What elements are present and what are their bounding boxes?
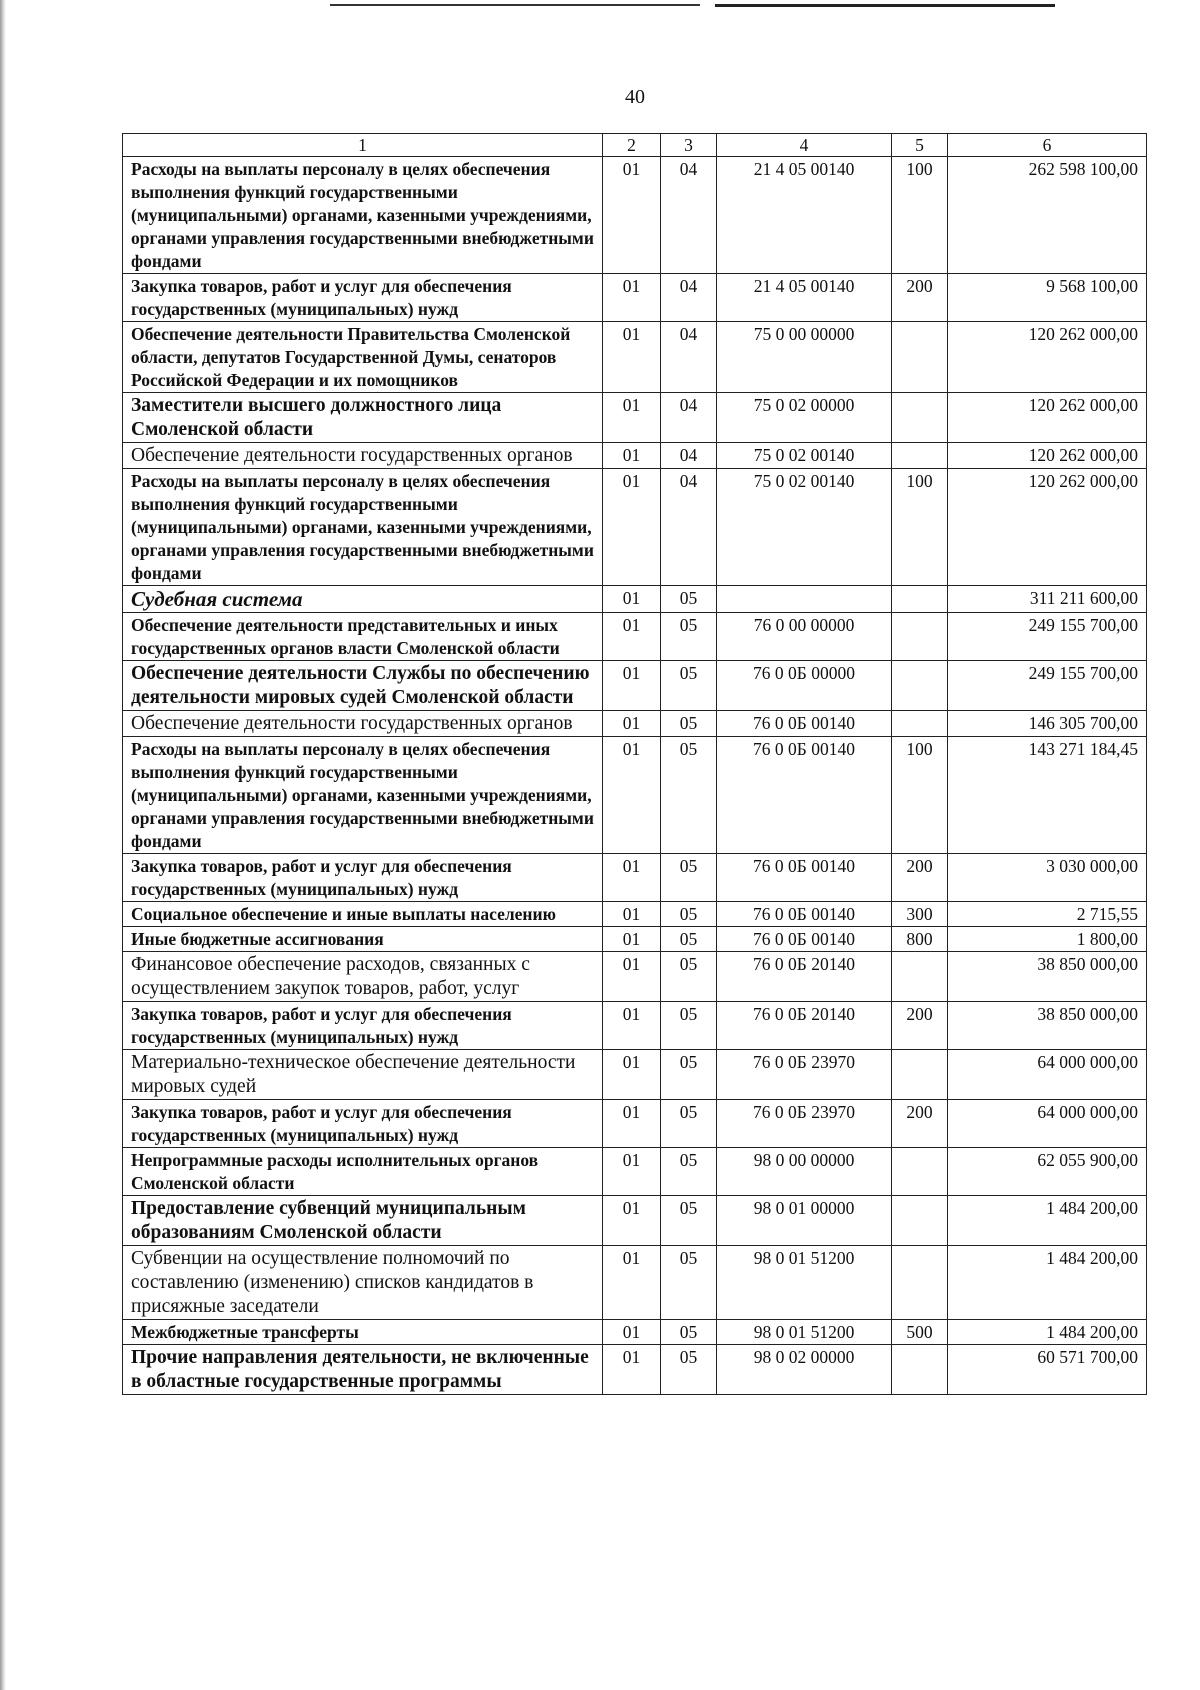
row-name-cell: Иные бюджетные ассигнования — [123, 927, 603, 952]
row-name-cell: Социальное обеспечение и иные выплаты населению — [123, 902, 603, 927]
row-target-article-cell: 76 0 0Б 00140 — [717, 711, 892, 737]
table-row — [123, 1002, 1147, 1050]
row-target-article-cell: 75 0 02 00000 — [717, 393, 892, 443]
row-target-article-cell: 75 0 00 00000 — [717, 322, 892, 393]
row-name-cell: Обеспечение деятельности Правительства Смоленской области, депутатов Государственной Думы, сенаторов Российской Федерации и их помощников — [123, 322, 603, 393]
row-target-article-cell: 76 0 0Б 23970 — [717, 1050, 892, 1100]
row-section-cell: 01 — [603, 737, 661, 854]
table-header-row — [123, 134, 1147, 157]
row-target-article-cell: 76 0 0Б 20140 — [717, 952, 892, 1002]
table-row — [123, 927, 1147, 952]
table-row — [123, 613, 1147, 661]
row-amount-cell: 1 484 200,00 — [948, 1246, 1147, 1320]
row-section-cell: 01 — [603, 927, 661, 952]
table-row — [123, 393, 1147, 443]
row-subsection-cell: 05 — [661, 854, 717, 902]
row-subsection-cell: 05 — [661, 586, 717, 613]
row-name-cell: Закупка товаров, работ и услуг для обеспечения государственных (муниципальных) нужд — [123, 1002, 603, 1050]
row-subsection-cell: 05 — [661, 1345, 717, 1395]
row-subsection-cell: 04 — [661, 469, 717, 586]
row-amount-cell: 1 484 200,00 — [948, 1196, 1147, 1246]
page-number: 40 — [625, 86, 645, 108]
row-amount-cell: 262 598 100,00 — [948, 157, 1147, 274]
row-name-cell: Судебная система — [123, 586, 603, 613]
table-row — [123, 586, 1147, 613]
column-header-2: 2 — [603, 134, 661, 157]
row-amount-cell: 120 262 000,00 — [948, 469, 1147, 586]
row-target-article-cell: 98 0 02 00000 — [717, 1345, 892, 1395]
row-name-cell: Прочие направления деятельности, не включенные в областные государственные программы — [123, 1345, 603, 1395]
row-amount-cell: 64 000 000,00 — [948, 1050, 1147, 1100]
row-subsection-cell: 05 — [661, 1148, 717, 1196]
scan-top-rule — [715, 4, 1055, 7]
row-amount-cell: 311 211 600,00 — [948, 586, 1147, 613]
row-section-cell: 01 — [603, 952, 661, 1002]
row-expense-type-cell: 200 — [892, 1100, 948, 1148]
row-section-cell: 01 — [603, 274, 661, 322]
table-row — [123, 322, 1147, 393]
row-name-cell: Непрограммные расходы исполнительных органов Смоленской области — [123, 1148, 603, 1196]
row-subsection-cell: 04 — [661, 322, 717, 393]
row-expense-type-cell: 100 — [892, 469, 948, 586]
row-amount-cell: 120 262 000,00 — [948, 393, 1147, 443]
row-section-cell: 01 — [603, 613, 661, 661]
row-name-cell: Межбюджетные трансферты — [123, 1320, 603, 1345]
row-amount-cell: 38 850 000,00 — [948, 952, 1147, 1002]
row-section-cell: 01 — [603, 393, 661, 443]
column-header-5: 5 — [892, 134, 948, 157]
row-section-cell: 01 — [603, 1002, 661, 1050]
table-row — [123, 1050, 1147, 1100]
row-section-cell: 01 — [603, 586, 661, 613]
table-row — [123, 1246, 1147, 1320]
table-row — [123, 1100, 1147, 1148]
row-expense-type-cell — [892, 393, 948, 443]
row-section-cell: 01 — [603, 1050, 661, 1100]
row-subsection-cell: 05 — [661, 1050, 717, 1100]
row-amount-cell: 143 271 184,45 — [948, 737, 1147, 854]
row-amount-cell: 249 155 700,00 — [948, 613, 1147, 661]
table-row — [123, 157, 1147, 274]
table-row — [123, 952, 1147, 1002]
row-expense-type-cell: 100 — [892, 157, 948, 274]
row-section-cell: 01 — [603, 854, 661, 902]
row-expense-type-cell: 200 — [892, 854, 948, 902]
row-name-cell: Расходы на выплаты персоналу в целях обеспечения выполнения функций государственными (муниципальными) органами, казенными учреждениями, органами управления государственными внебюджетными фондами — [123, 469, 603, 586]
table-row — [123, 1148, 1147, 1196]
table-row — [123, 1196, 1147, 1246]
row-section-cell: 01 — [603, 711, 661, 737]
row-amount-cell: 1 484 200,00 — [948, 1320, 1147, 1345]
row-subsection-cell: 05 — [661, 737, 717, 854]
row-target-article-cell: 75 0 02 00140 — [717, 443, 892, 469]
row-section-cell: 01 — [603, 1345, 661, 1395]
row-subsection-cell: 05 — [661, 711, 717, 737]
row-target-article-cell — [717, 586, 892, 613]
row-name-cell: Материально-техническое обеспечение деятельности мировых судей — [123, 1050, 603, 1100]
row-name-cell: Закупка товаров, работ и услуг для обеспечения государственных (муниципальных) нужд — [123, 854, 603, 902]
row-expense-type-cell: 100 — [892, 737, 948, 854]
row-target-article-cell: 76 0 0Б 00140 — [717, 927, 892, 952]
row-amount-cell: 60 571 700,00 — [948, 1345, 1147, 1395]
row-subsection-cell: 05 — [661, 613, 717, 661]
scan-left-edge — [0, 0, 6, 1690]
column-header-6: 6 — [948, 134, 1147, 157]
row-subsection-cell: 05 — [661, 1100, 717, 1148]
row-target-article-cell: 21 4 05 00140 — [717, 157, 892, 274]
row-expense-type-cell — [892, 661, 948, 711]
table-row — [123, 854, 1147, 902]
column-header-4: 4 — [717, 134, 892, 157]
budget-table — [122, 133, 1147, 1395]
row-name-cell: Обеспечение деятельности государственных органов — [123, 711, 603, 737]
row-subsection-cell: 05 — [661, 927, 717, 952]
row-expense-type-cell — [892, 322, 948, 393]
row-expense-type-cell — [892, 1246, 948, 1320]
row-expense-type-cell — [892, 952, 948, 1002]
row-target-article-cell: 98 0 01 00000 — [717, 1196, 892, 1246]
row-subsection-cell: 05 — [661, 902, 717, 927]
row-subsection-cell: 05 — [661, 1002, 717, 1050]
row-subsection-cell: 05 — [661, 1320, 717, 1345]
row-name-cell: Субвенции на осуществление полномочий по составлению (изменению) списков кандидатов в присяжные заседатели — [123, 1246, 603, 1320]
row-amount-cell: 62 055 900,00 — [948, 1148, 1147, 1196]
row-name-cell: Закупка товаров, работ и услуг для обеспечения государственных (муниципальных) нужд — [123, 274, 603, 322]
row-amount-cell: 120 262 000,00 — [948, 443, 1147, 469]
table-row — [123, 469, 1147, 586]
table-row — [123, 1320, 1147, 1345]
row-target-article-cell: 76 0 0Б 00140 — [717, 737, 892, 854]
table-row — [123, 274, 1147, 322]
row-subsection-cell: 04 — [661, 274, 717, 322]
row-target-article-cell: 98 0 00 00000 — [717, 1148, 892, 1196]
table-row — [123, 443, 1147, 469]
row-expense-type-cell — [892, 711, 948, 737]
row-expense-type-cell: 200 — [892, 274, 948, 322]
column-header-1: 1 — [123, 134, 603, 157]
row-name-cell: Предоставление субвенций муниципальным образованиям Смоленской области — [123, 1196, 603, 1246]
row-section-cell: 01 — [603, 469, 661, 586]
row-subsection-cell: 05 — [661, 661, 717, 711]
row-amount-cell: 1 800,00 — [948, 927, 1147, 952]
row-expense-type-cell — [892, 1345, 948, 1395]
row-target-article-cell: 98 0 01 51200 — [717, 1320, 892, 1345]
row-expense-type-cell — [892, 586, 948, 613]
row-name-cell: Обеспечение деятельности представительных и иных государственных органов власти Смоленской области — [123, 613, 603, 661]
row-section-cell: 01 — [603, 1196, 661, 1246]
row-expense-type-cell — [892, 1196, 948, 1246]
row-expense-type-cell: 800 — [892, 927, 948, 952]
table-row — [123, 661, 1147, 711]
row-subsection-cell: 04 — [661, 393, 717, 443]
row-subsection-cell: 04 — [661, 443, 717, 469]
row-expense-type-cell — [892, 443, 948, 469]
row-section-cell: 01 — [603, 1320, 661, 1345]
row-target-article-cell: 76 0 0Б 20140 — [717, 1002, 892, 1050]
row-amount-cell: 64 000 000,00 — [948, 1100, 1147, 1148]
row-amount-cell: 2 715,55 — [948, 902, 1147, 927]
row-expense-type-cell: 200 — [892, 1002, 948, 1050]
table-row — [123, 1345, 1147, 1395]
row-section-cell: 01 — [603, 1246, 661, 1320]
row-name-cell: Расходы на выплаты персоналу в целях обеспечения выполнения функций государственными (муниципальными) органами, казенными учреждениями, органами управления государственными внебюджетными фондами — [123, 737, 603, 854]
row-expense-type-cell: 500 — [892, 1320, 948, 1345]
table-row — [123, 902, 1147, 927]
row-target-article-cell: 76 0 0Б 00140 — [717, 854, 892, 902]
row-section-cell: 01 — [603, 157, 661, 274]
row-subsection-cell: 05 — [661, 952, 717, 1002]
row-section-cell: 01 — [603, 1148, 661, 1196]
row-subsection-cell: 05 — [661, 1196, 717, 1246]
row-target-article-cell: 76 0 0Б 23970 — [717, 1100, 892, 1148]
row-amount-cell: 38 850 000,00 — [948, 1002, 1147, 1050]
row-expense-type-cell — [892, 1050, 948, 1100]
row-target-article-cell: 76 0 00 00000 — [717, 613, 892, 661]
row-name-cell: Обеспечение деятельности государственных органов — [123, 443, 603, 469]
row-amount-cell: 146 305 700,00 — [948, 711, 1147, 737]
row-name-cell: Обеспечение деятельности Службы по обеспечению деятельности мировых судей Смоленской области — [123, 661, 603, 711]
scan-top-rule — [330, 4, 700, 6]
row-target-article-cell: 21 4 05 00140 — [717, 274, 892, 322]
row-section-cell: 01 — [603, 322, 661, 393]
row-subsection-cell: 05 — [661, 1246, 717, 1320]
row-section-cell: 01 — [603, 443, 661, 469]
row-expense-type-cell — [892, 1148, 948, 1196]
row-subsection-cell: 04 — [661, 157, 717, 274]
row-expense-type-cell — [892, 613, 948, 661]
row-target-article-cell: 98 0 01 51200 — [717, 1246, 892, 1320]
row-amount-cell: 120 262 000,00 — [948, 322, 1147, 393]
row-section-cell: 01 — [603, 902, 661, 927]
row-section-cell: 01 — [603, 661, 661, 711]
table-row — [123, 737, 1147, 854]
row-amount-cell: 249 155 700,00 — [948, 661, 1147, 711]
table-row — [123, 711, 1147, 737]
row-amount-cell: 3 030 000,00 — [948, 854, 1147, 902]
row-section-cell: 01 — [603, 1100, 661, 1148]
row-target-article-cell: 76 0 0Б 00140 — [717, 902, 892, 927]
row-name-cell: Заместители высшего должностного лица Смоленской области — [123, 393, 603, 443]
row-name-cell: Закупка товаров, работ и услуг для обеспечения государственных (муниципальных) нужд — [123, 1100, 603, 1148]
row-name-cell: Расходы на выплаты персоналу в целях обеспечения выполнения функций государственными (муниципальными) органами, казенными учреждениями, органами управления государственными внебюджетными фондами — [123, 157, 603, 274]
row-name-cell: Финансовое обеспечение расходов, связанных с осуществлением закупок товаров, работ, услуг — [123, 952, 603, 1002]
row-target-article-cell: 75 0 02 00140 — [717, 469, 892, 586]
row-target-article-cell: 76 0 0Б 00000 — [717, 661, 892, 711]
row-amount-cell: 9 568 100,00 — [948, 274, 1147, 322]
table-body — [123, 157, 1147, 1395]
row-expense-type-cell: 300 — [892, 902, 948, 927]
column-header-3: 3 — [661, 134, 717, 157]
